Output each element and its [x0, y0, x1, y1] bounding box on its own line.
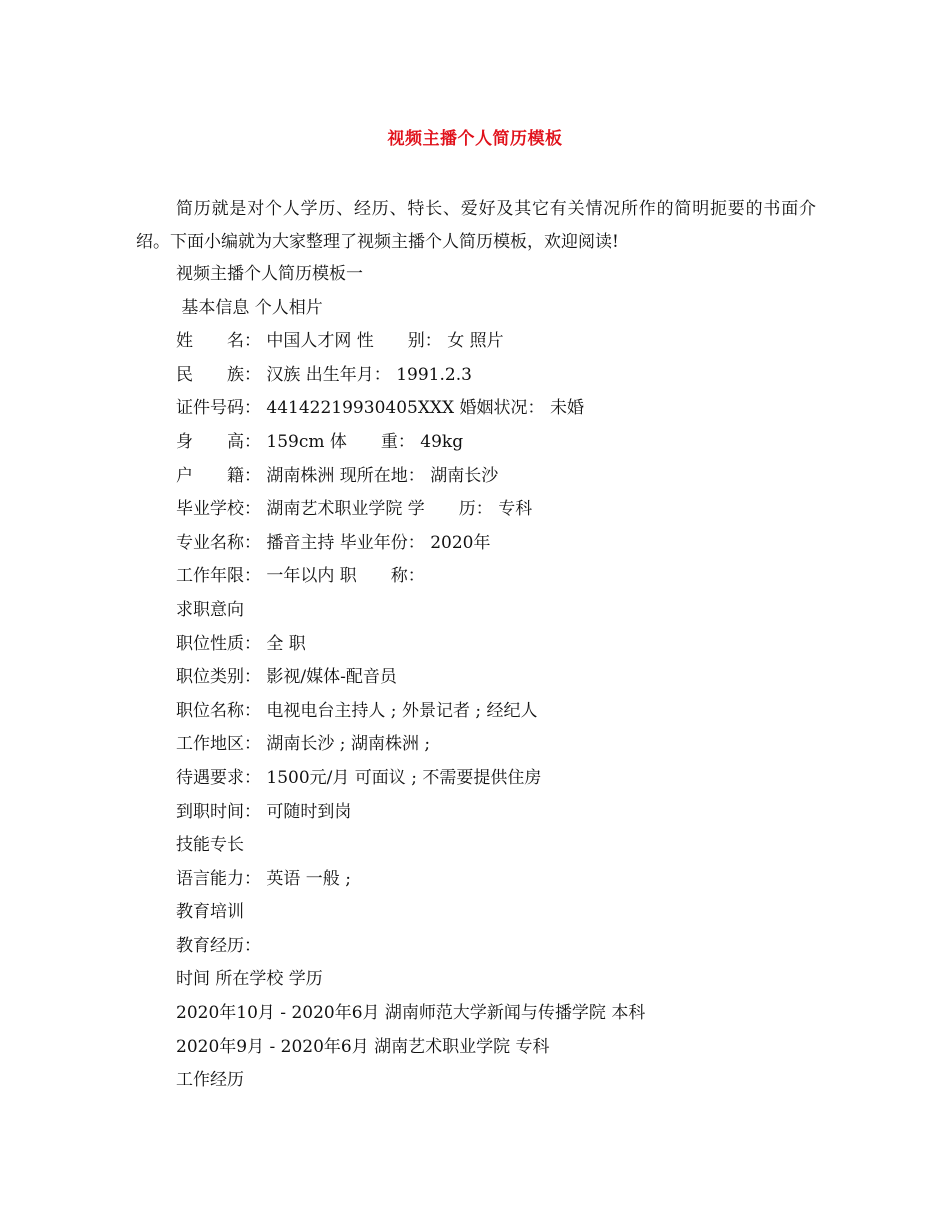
education-row: 2020年10月 - 2020年6月 湖南师范大学新闻与传播学院 本科 [176, 1003, 646, 1024]
info-line-name-gender: 姓 名： 中国人才网 性 别： 女 照片 [176, 331, 504, 352]
education-row: 2020年9月 - 2020年6月 湖南艺术职业学院 专科 [176, 1036, 550, 1057]
intro-paragraph: 简历就是对个人学历、经历、特长、爱好及其它有关情况所作的简明扼要的书面介绍。下面小编就为大家整理了视频主播个人简历模板，欢迎阅读! [136, 199, 816, 252]
section-heading: 视频主播个人简历模板一 [176, 264, 363, 284]
subheading-job-intention: 求职意向 [176, 599, 244, 620]
info-line-language: 语言能力： 英语 一般 ; [176, 868, 351, 889]
info-line-job-title: 职位名称： 电视电台主持人 ; 外景记者 ; 经纪人 [176, 700, 538, 721]
subheading-skills: 技能专长 [176, 835, 244, 856]
education-table-header: 时间 所在学校 学历 [176, 969, 323, 990]
info-line-job-category: 职位类别： 影视/媒体-配音员 [176, 667, 397, 688]
subheading-basic-info: 基本信息 个人相片 [176, 297, 323, 318]
info-line-start-time: 到职时间： 可随时到岗 [176, 801, 352, 822]
document-title: 视频主播个人简历模板 [387, 129, 563, 149]
subheading-work-history: 工作经历 [176, 1070, 244, 1091]
info-line-hukou-location: 户 籍： 湖南株洲 现所在地： 湖南长沙 [176, 465, 499, 486]
info-line-experience-title: 工作年限： 一年以内 职 称： [176, 566, 425, 587]
info-line-ethnicity-birth: 民 族： 汉族 出生年月： 1991.2.3 [176, 364, 472, 385]
info-line-work-area: 工作地区： 湖南长沙 ; 湖南株洲 ; [176, 734, 431, 755]
info-line-job-nature: 职位性质： 全 职 [176, 633, 306, 654]
subheading-education-history: 教育经历： [176, 935, 261, 956]
info-line-school-degree: 毕业学校： 湖南艺术职业学院 学 历： 专科 [176, 499, 533, 520]
info-line-id-marital: 证件号码： 44142219930405XXX 婚姻状况： 未婚 [176, 398, 584, 419]
resume-body [176, 258, 856, 1098]
info-line-height-weight: 身 高： 159cm 体 重： 49kg [176, 431, 464, 452]
info-line-major-year: 专业名称： 播音主持 毕业年份： 2020年 [176, 532, 491, 553]
subheading-education-training: 教育培训 [176, 902, 244, 923]
info-line-salary: 待遇要求： 1500元/月 可面议 ; 不需要提供住房 [176, 767, 542, 788]
